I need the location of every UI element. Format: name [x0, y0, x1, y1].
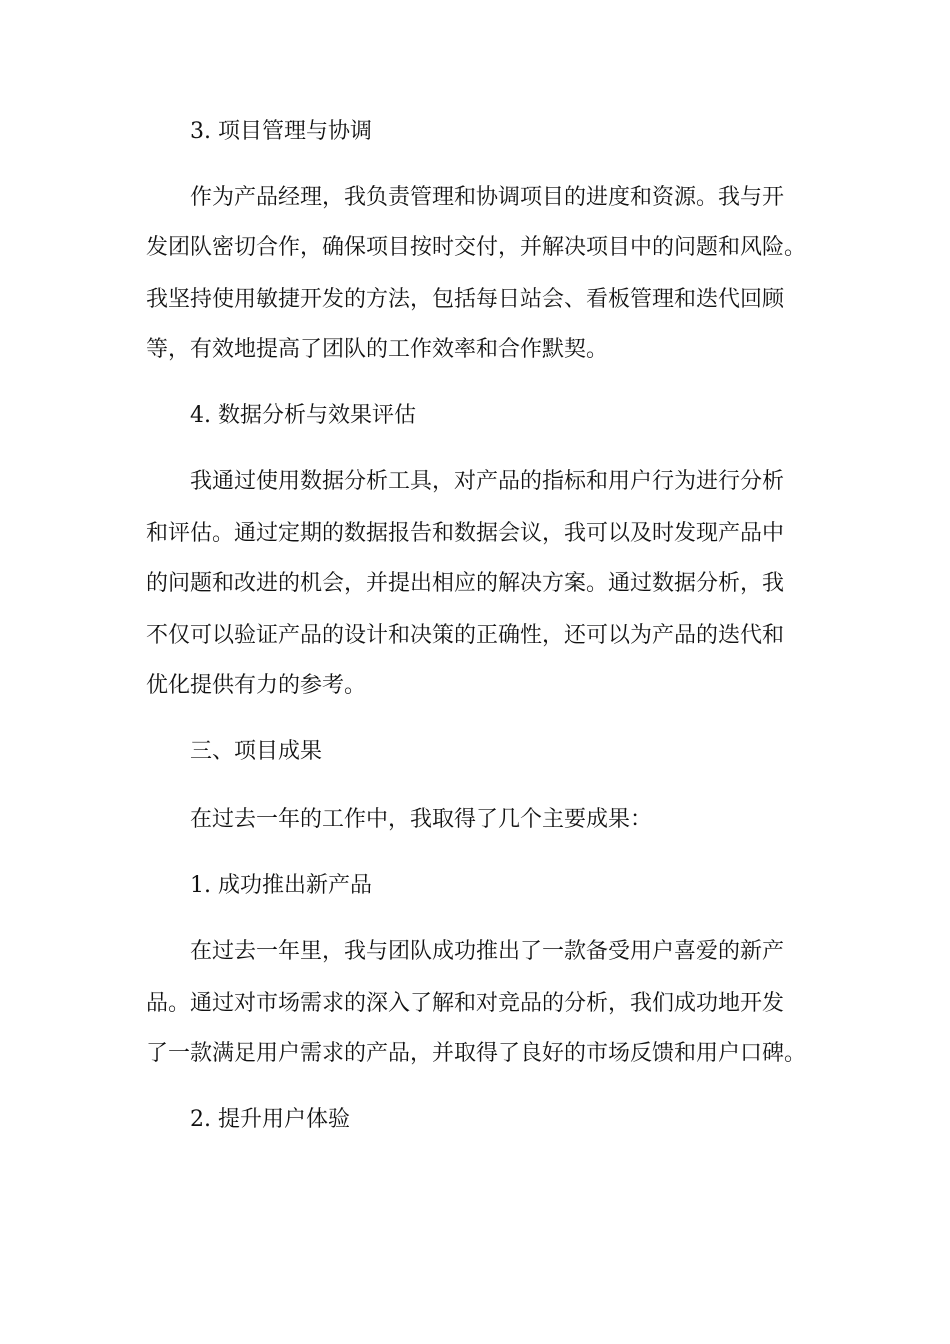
paragraph-line: 在过去一年的工作中，我取得了几个主要成果： [190, 807, 653, 832]
section-heading-project-results: 三、项目成果 [190, 739, 323, 764]
paragraph-line: 等，有效地提高了团队的工作效率和合作默契。 [146, 337, 609, 362]
paragraph-line: 不仅可以验证产品的设计和决策的正确性，还可以为产品的迭代和 [146, 623, 785, 648]
section-heading-user-experience: 2. 提升用户体验 [190, 1107, 350, 1132]
paragraph-line: 品。通过对市场需求的深入了解和对竞品的分析，我们成功地开发 [146, 991, 785, 1016]
section-heading-project-management: 3. 项目管理与协调 [190, 119, 372, 144]
paragraph-line: 了一款满足用户需求的产品，并取得了良好的市场反馈和用户口碑。 [146, 1041, 807, 1066]
paragraph-line: 我坚持使用敏捷开发的方法，包括每日站会、看板管理和迭代回顾 [146, 287, 785, 312]
paragraph-line: 优化提供有力的参考。 [146, 673, 367, 698]
section-heading-new-product: 1. 成功推出新产品 [190, 873, 372, 898]
section-heading-data-analysis: 4. 数据分析与效果评估 [190, 403, 416, 428]
paragraph-line: 我通过使用数据分析工具，对产品的指标和用户行为进行分析 [190, 469, 785, 494]
paragraph-line: 在过去一年里，我与团队成功推出了一款备受用户喜爱的新产 [190, 939, 785, 964]
paragraph-line: 的问题和改进的机会，并提出相应的解决方案。通过数据分析，我 [146, 571, 785, 596]
paragraph-line: 发团队密切合作，确保项目按时交付，并解决项目中的问题和风险。 [146, 235, 807, 260]
paragraph-line: 和评估。通过定期的数据报告和数据会议，我可以及时发现产品中 [146, 521, 785, 546]
paragraph-line: 作为产品经理，我负责管理和协调项目的进度和资源。我与开 [190, 185, 785, 210]
